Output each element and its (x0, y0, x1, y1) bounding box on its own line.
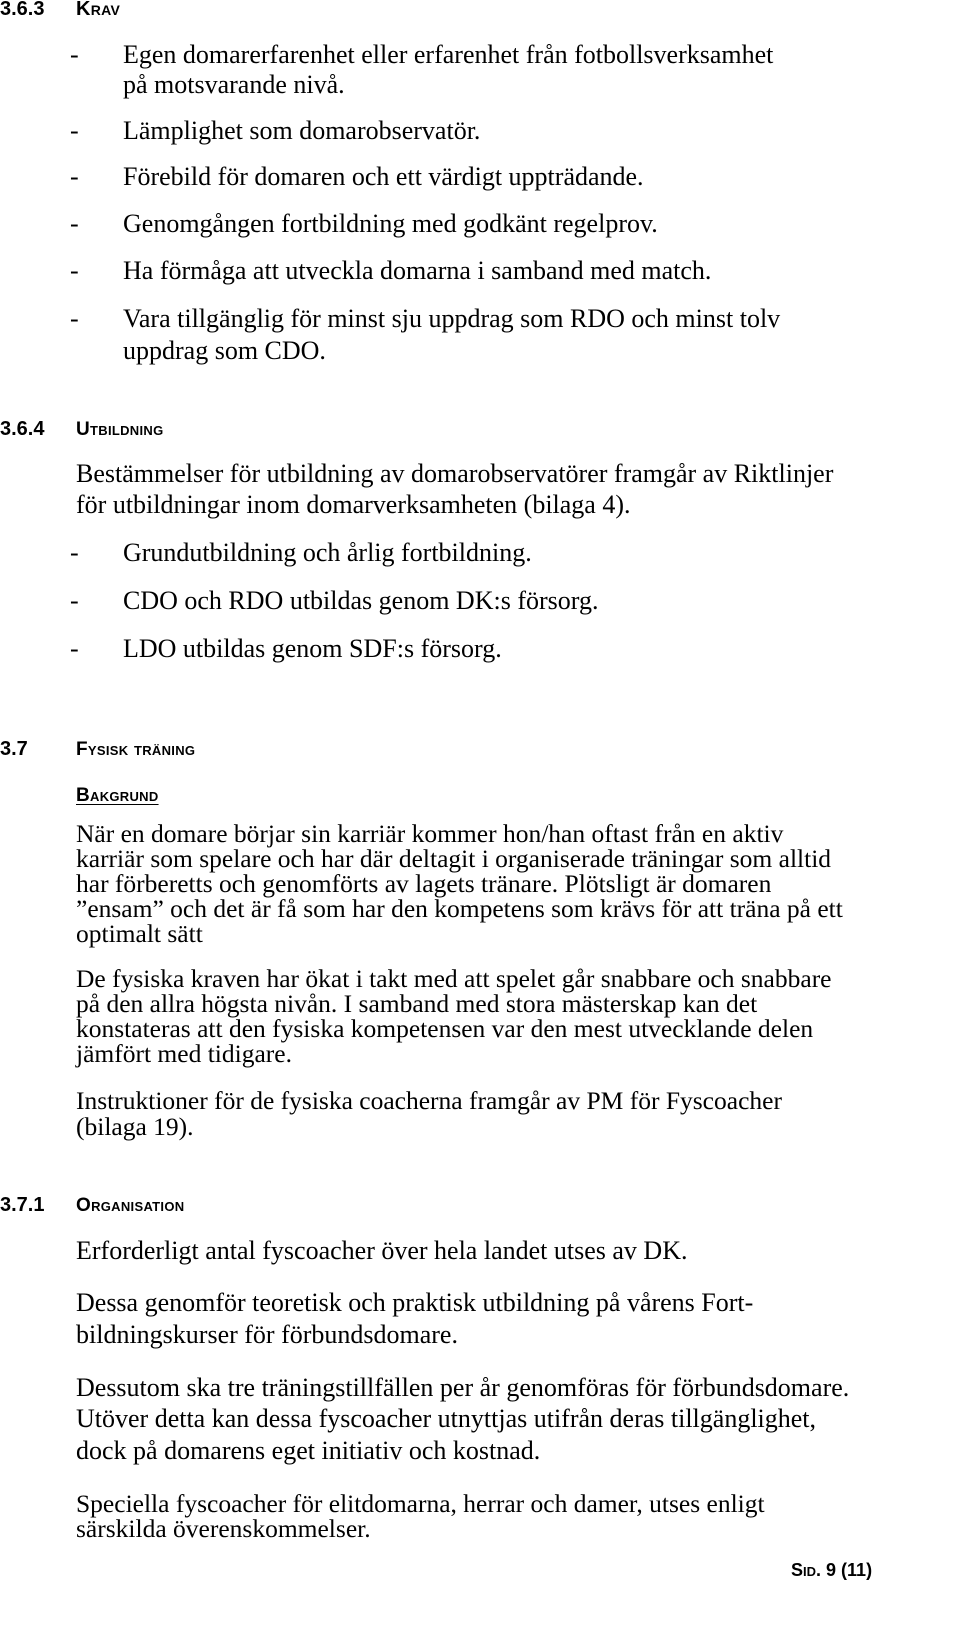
list-item: Ha förmåga att utveckla domarna i samband med match. (123, 256, 712, 285)
subheading: Bakgrund (76, 785, 159, 806)
paragraph-line: De fysiska kraven har ökat i takt med att spelet går snabbare och snabbare (76, 964, 832, 993)
list-item: LDO utbildas genom SDF:s försorg. (123, 634, 502, 663)
page-number (791, 1560, 872, 1581)
paragraph-line: dock på domarens eget initiativ och kostnad. (76, 1436, 541, 1465)
paragraph-line: Erforderligt antal fyscoacher över hela landet utses av DK. (76, 1236, 688, 1265)
list-item: Vara tillgänglig för minst sju uppdrag som RDO och minst tolv (123, 304, 781, 333)
list-item: CDO och RDO utbildas genom DK:s försorg. (123, 586, 599, 615)
paragraph-line: konstateras att den fysiska kompetensen var den mest utvecklande delen (76, 1014, 814, 1043)
list-dash: - (70, 304, 79, 333)
list-item: Lämplighet som domarobservatör. (123, 116, 481, 145)
paragraph-line: optimalt sätt (76, 919, 203, 948)
list-item: Förebild för domaren och ett värdigt uppträdande. (123, 162, 644, 191)
list-dash: - (70, 538, 79, 567)
section-heading: Krav (76, 0, 121, 20)
paragraph-line: Dessutom ska tre träningstillfällen per år genomföras för förbundsdomare. (76, 1373, 850, 1402)
paragraph-line: ”ensam” och det är få som har den kompetens som krävs för att träna på ett (76, 894, 843, 923)
section-number: 3.6.4 (0, 418, 45, 440)
list-dash: - (70, 586, 79, 615)
list-dash: - (70, 256, 79, 285)
paragraph-line: Bestämmelser för utbildning av domarobservatörer framgår av Riktlinjer (76, 459, 834, 488)
paragraph-line: jämfört med tidigare. (76, 1039, 292, 1068)
section-number: 3.7.1 (0, 1194, 45, 1216)
paragraph-line: Speciella fyscoacher för elitdomarna, herrar och damer, utses enligt (76, 1489, 765, 1518)
list-item: Grundutbildning och årlig fortbildning. (123, 538, 532, 567)
paragraph-line: särskilda överenskommelser. (76, 1514, 371, 1543)
paragraph-line: på den allra högsta nivån. I samband med stora mästerskap kan det (76, 989, 758, 1018)
section-heading: Fysisk träning (76, 739, 196, 760)
page-label: Sid. (791, 1560, 822, 1580)
paragraph-line: Utöver detta kan dessa fyscoacher utnyttjas utifrån deras tillgänglighet, (76, 1404, 817, 1433)
paragraph-line: När en domare börjar sin karriär kommer hon/han oftast från en aktiv (76, 819, 784, 848)
list-dash: - (70, 209, 79, 238)
paragraph-line: för utbildningar inom domarverksamheten (bilaga 4). (76, 490, 631, 519)
list-dash: - (70, 162, 79, 191)
list-item-continuation: uppdrag som CDO. (123, 336, 326, 365)
section-number: 3.7 (0, 738, 28, 760)
section-heading: Utbildning (76, 419, 164, 440)
paragraph-line: karriär som spelare och har där deltagit i organiserade träningar som alltid (76, 844, 832, 873)
paragraph-line: Dessa genomför teoretisk och praktisk utbildning på vårens Fort- (76, 1288, 754, 1317)
page-count: 9 (11) (826, 1560, 873, 1580)
paragraph-line: Instruktioner för de fysiska coacherna framgår av PM för Fyscoacher (76, 1086, 782, 1115)
paragraph-line: (bilaga 19). (76, 1112, 194, 1141)
paragraph-line: har förberetts och genomförts av lagets tränare. Plötsligt är domaren (76, 869, 772, 898)
list-item: Egen domarerfarenhet eller erfarenhet från fotbollsverksamhet (123, 40, 774, 69)
section-heading: Organisation (76, 1195, 185, 1216)
section-number: 3.6.3 (0, 0, 45, 20)
list-dash: - (70, 634, 79, 663)
list-dash: - (70, 116, 79, 145)
list-dash: - (70, 40, 79, 69)
list-item: Genomgången fortbildning med godkänt regelprov. (123, 209, 658, 238)
paragraph-line: bildningskurser för förbundsdomare. (76, 1320, 458, 1349)
list-item-continuation: på motsvarande nivå. (123, 70, 345, 99)
